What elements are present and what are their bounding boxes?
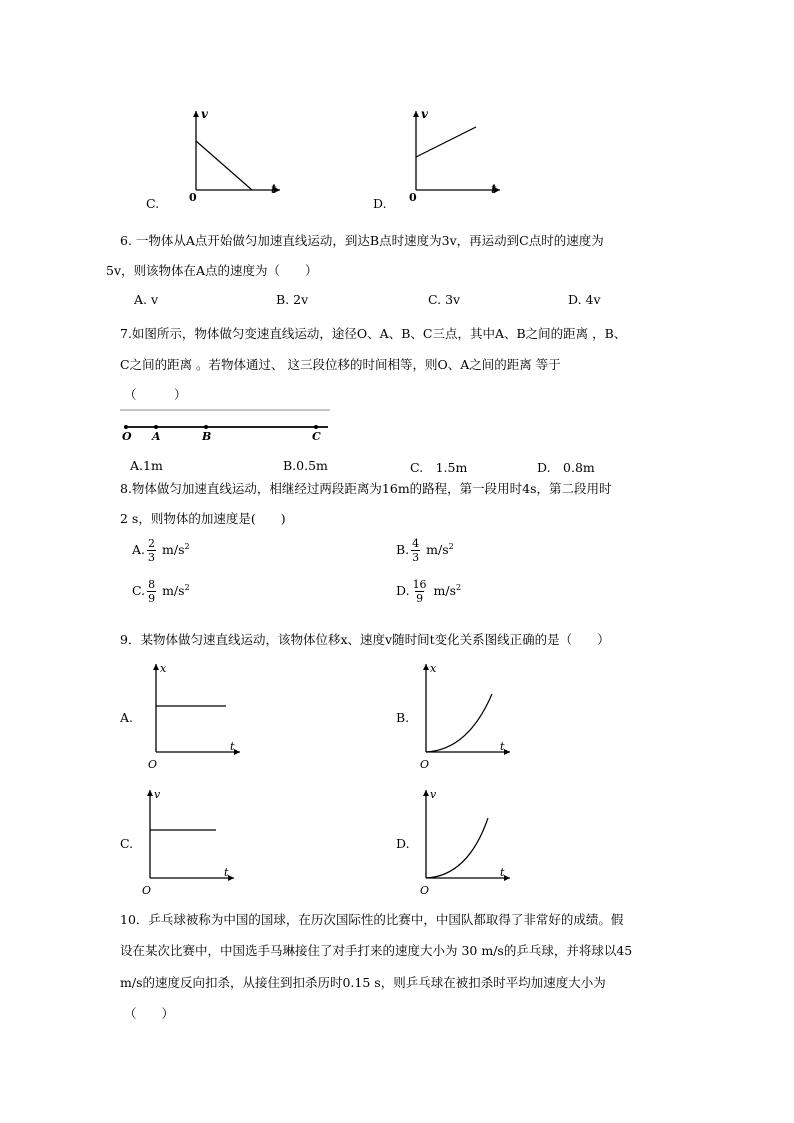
- unit: m/s: [162, 583, 185, 598]
- q9-stem: 9．某物体做匀速直线运动，该物体位移x、速度v随时间t变化关系图线正确的是（ ）: [120, 632, 610, 647]
- x-axis-arrow: [504, 749, 510, 755]
- q5d-origin: 0: [409, 191, 417, 204]
- q7-point-o: O: [122, 430, 132, 443]
- q9d-y-label: v: [430, 788, 437, 801]
- q9-option-b-label: B.: [396, 710, 410, 725]
- q10-line4: （ ）: [124, 1006, 175, 1021]
- q7-point-c: C: [312, 430, 321, 443]
- q8-option-a-label: A.: [132, 542, 146, 557]
- q5c-y-label: v: [201, 107, 208, 121]
- x-axis-arrow: [228, 875, 234, 881]
- q8-option-c-label: C.: [132, 583, 146, 598]
- point-a-dot: [154, 425, 158, 429]
- q5-option-c-label: C.: [146, 196, 160, 211]
- q9a-x-label: t: [230, 740, 235, 753]
- q9c-x-label: t: [224, 866, 229, 879]
- q9a-origin: O: [148, 758, 158, 771]
- parabola-curve: [426, 694, 492, 752]
- increasing-line: [416, 127, 476, 157]
- q6-option-a: A. v: [134, 292, 159, 307]
- q10-line3: m/s的速度反向扣杀，从接住到扣杀历时0.15 s，则乒乓球在被扣杀时平均加速度大小为: [120, 975, 606, 990]
- q6-line2: 5v，则该物体在A点的速度为（ ）: [106, 263, 318, 278]
- q9-option-d-label: D.: [396, 836, 410, 851]
- x-axis-arrow: [234, 749, 240, 755]
- q9b-y-label: x: [430, 662, 437, 675]
- x-axis-arrow: [504, 875, 510, 881]
- point-c-dot: [314, 425, 318, 429]
- q7-option-a: A.1m: [130, 458, 163, 473]
- q10-line1: 10．乒乓球被称为中国的国球，在历次国际性的比赛中，中国队都取得了非常好的成绩。假: [120, 912, 624, 927]
- q5c-x-label: t: [271, 182, 277, 196]
- y-axis-arrow: [193, 111, 199, 117]
- unit: m/s: [433, 583, 457, 598]
- fraction: $\frac{8}{9}$: [148, 578, 156, 605]
- q5-option-d-label: D.: [373, 196, 387, 211]
- q9b-x-label: t: [500, 740, 505, 753]
- q8-option-d-label: D.: [396, 583, 410, 598]
- q7-line2: C之间的距离 。若物体通过、 这三段位移的时间相等，则O、A之间的距离 等于: [120, 357, 561, 372]
- q9b-origin: O: [420, 758, 430, 771]
- q5c-origin: 0: [189, 191, 197, 204]
- y-axis-arrow: [413, 111, 419, 117]
- y-axis-arrow: [147, 790, 153, 796]
- y-axis-arrow: [423, 664, 429, 670]
- fraction: $\frac{16}{9}$: [412, 578, 427, 605]
- point-o-dot: [124, 425, 128, 429]
- q8-line1: 8.物体做匀加速直线运动，相继经过两段距离为16m的路程，第一段用时4s，第二段用时: [120, 481, 612, 496]
- q8-line2: 2 s，则物体的加速度是( ): [120, 511, 286, 526]
- point-b-dot: [204, 425, 208, 429]
- q9c-y-label: v: [154, 788, 161, 801]
- q9d-origin: O: [420, 884, 430, 897]
- q7-line-diagram: [118, 402, 338, 447]
- q5d-y-label: v: [421, 107, 428, 121]
- q7-point-b: B: [202, 430, 212, 443]
- q9-option-a-label: A.: [120, 710, 134, 725]
- q8-option-c: C. $\frac{8}{9}$ $m/s^2$: [132, 578, 190, 605]
- decreasing-line: [196, 141, 252, 190]
- y-axis-arrow: [423, 790, 429, 796]
- y-axis-arrow: [153, 664, 159, 670]
- q6-option-c: C. 3v: [428, 292, 461, 307]
- q7-line3: （ ）: [124, 387, 187, 402]
- q9a-y-label: x: [160, 662, 167, 675]
- q9d-x-label: t: [500, 866, 505, 879]
- q7-option-c: C. 1.5m: [410, 460, 468, 475]
- q7-option-d: D. 0.8m: [537, 460, 595, 475]
- q6-line1: 6. 一物体从A点开始做匀加速直线运动，到达B点时速度为3v，再运动到C点时的速度为: [120, 233, 604, 248]
- q8-option-b: B. $\frac{4}{3}$ $m/s^2$: [396, 537, 454, 564]
- q7-line1: 7.如图所示，物体做匀变速直线运动，途径O、A、B、C三点，其中A、B之间的距离 ，B、: [120, 326, 627, 341]
- q7-option-b: B.0.5m: [283, 458, 328, 473]
- q5d-x-label: t: [491, 182, 497, 196]
- q9c-origin: O: [142, 884, 152, 897]
- unit: m/s: [426, 542, 449, 557]
- parabola-curve: [426, 818, 488, 878]
- q6-option-b: B. 2v: [276, 292, 309, 307]
- q7-point-a: A: [152, 430, 161, 443]
- q9-option-c-label: C.: [120, 836, 134, 851]
- fraction: $\frac{4}{3}$: [412, 537, 420, 564]
- q8-option-a: A. $\frac{2}{3}$ $m/s^2$: [132, 537, 190, 564]
- q8-option-b-label: B.: [396, 542, 410, 557]
- q8-option-d: D. $\frac{16}{9}$ $m/s^2$: [396, 578, 462, 605]
- q10-line2: 设在某次比赛中，中国选手马琳接住了对手打来的速度大小为 30 m/s的乒乓球，并将球以45: [120, 943, 633, 958]
- unit: m/s: [162, 542, 185, 557]
- q6-option-d: D. 4v: [568, 292, 601, 307]
- fraction: $\frac{2}{3}$: [148, 537, 156, 564]
